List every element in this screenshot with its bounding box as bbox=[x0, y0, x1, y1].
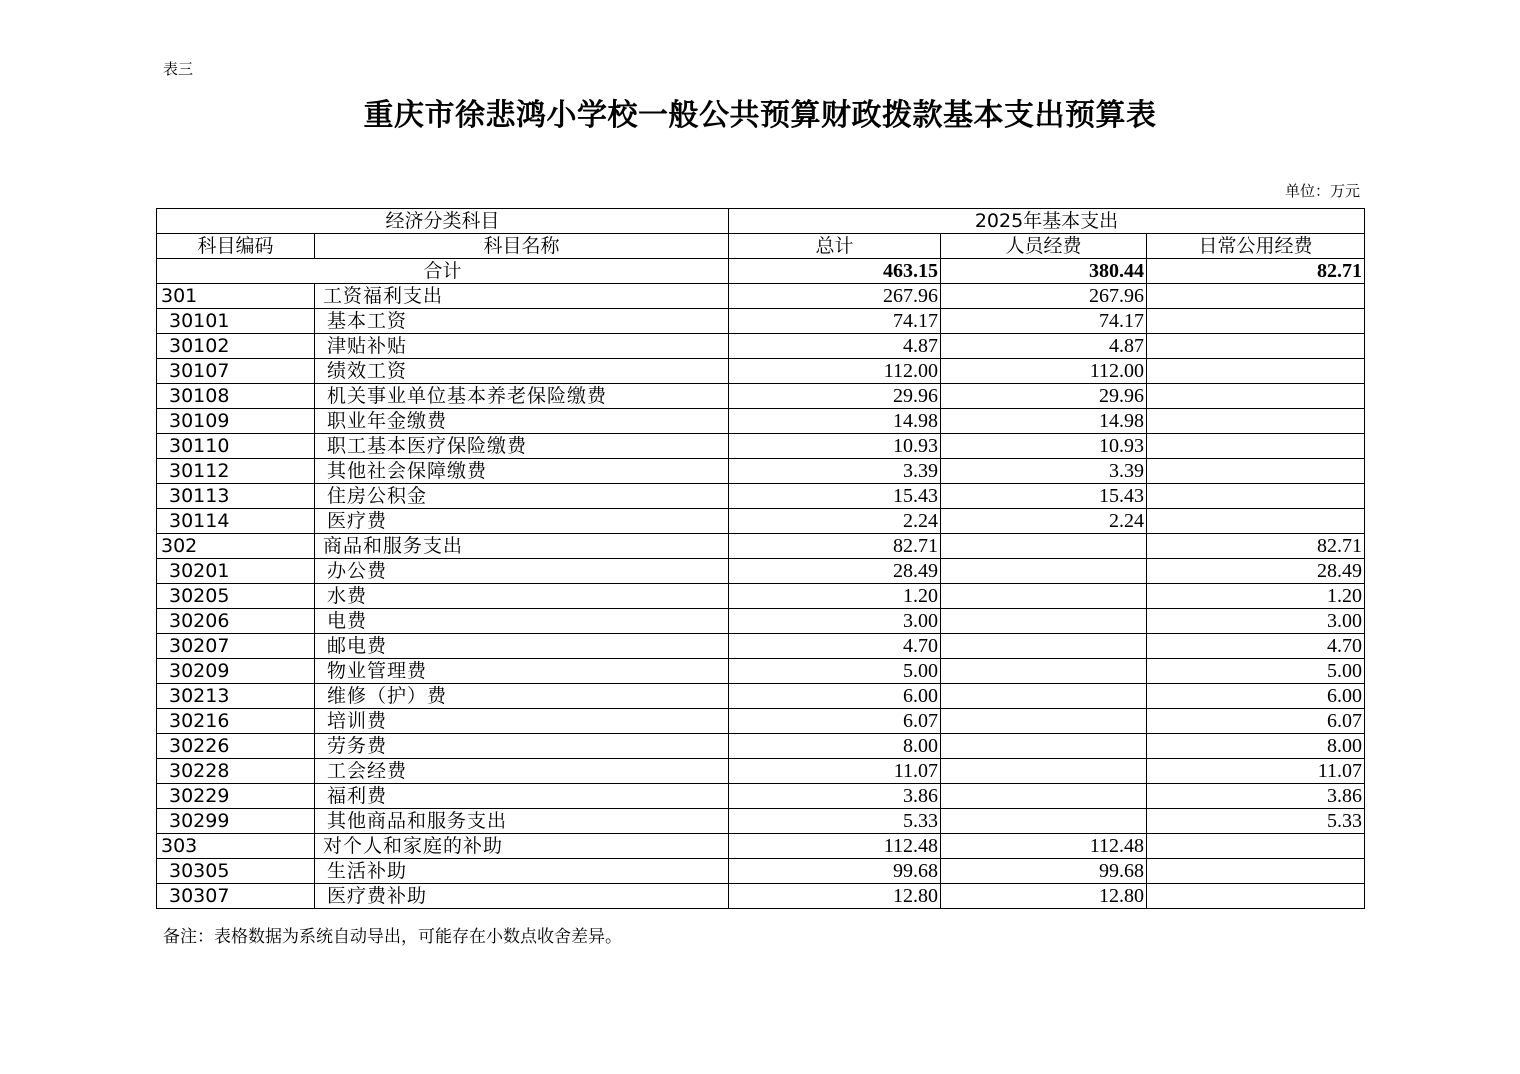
row-personnel: 15.43 bbox=[941, 484, 1147, 509]
table-row bbox=[157, 459, 1365, 484]
table-row bbox=[157, 284, 1365, 309]
row-name: 电费 bbox=[315, 609, 729, 634]
row-name: 商品和服务支出 bbox=[315, 534, 729, 559]
row-name: 工会经费 bbox=[315, 759, 729, 784]
table-row bbox=[157, 359, 1365, 384]
table-row bbox=[157, 434, 1365, 459]
row-public bbox=[1147, 459, 1365, 484]
row-name: 其他商品和服务支出 bbox=[315, 809, 729, 834]
row-name: 职业年金缴费 bbox=[315, 409, 729, 434]
row-public bbox=[1147, 409, 1365, 434]
row-code: 30229 bbox=[157, 784, 315, 809]
row-code: 30207 bbox=[157, 634, 315, 659]
row-code: 30114 bbox=[157, 509, 315, 534]
total-public: 82.71 bbox=[1147, 259, 1365, 284]
footnote: 备注：表格数据为系统自动导出，可能存在小数点收舍差异。 bbox=[163, 927, 622, 947]
row-total: 5.33 bbox=[729, 809, 941, 834]
row-personnel bbox=[941, 634, 1147, 659]
row-name: 其他社会保障缴费 bbox=[315, 459, 729, 484]
total-row bbox=[157, 259, 1365, 284]
header-total: 总计 bbox=[729, 234, 941, 259]
row-name: 机关事业单位基本养老保险缴费 bbox=[315, 384, 729, 409]
row-personnel: 29.96 bbox=[941, 384, 1147, 409]
row-public: 4.70 bbox=[1147, 634, 1365, 659]
row-total: 99.68 bbox=[729, 859, 941, 884]
table-row bbox=[157, 809, 1365, 834]
row-public bbox=[1147, 834, 1365, 859]
row-personnel: 3.39 bbox=[941, 459, 1147, 484]
row-name: 办公费 bbox=[315, 559, 729, 584]
row-personnel bbox=[941, 534, 1147, 559]
table-row bbox=[157, 859, 1365, 884]
row-code: 30101 bbox=[157, 309, 315, 334]
row-code: 30213 bbox=[157, 684, 315, 709]
row-code: 30209 bbox=[157, 659, 315, 684]
total-total: 463.15 bbox=[729, 259, 941, 284]
table-row bbox=[157, 834, 1365, 859]
row-code: 30226 bbox=[157, 734, 315, 759]
row-personnel bbox=[941, 684, 1147, 709]
row-code: 303 bbox=[157, 834, 315, 859]
row-total: 28.49 bbox=[729, 559, 941, 584]
table-row bbox=[157, 384, 1365, 409]
table-row bbox=[157, 534, 1365, 559]
row-public bbox=[1147, 284, 1365, 309]
table-row bbox=[157, 334, 1365, 359]
row-public: 82.71 bbox=[1147, 534, 1365, 559]
row-name: 基本工资 bbox=[315, 309, 729, 334]
row-total: 4.87 bbox=[729, 334, 941, 359]
row-code: 30307 bbox=[157, 884, 315, 909]
header-row-2 bbox=[157, 234, 1365, 259]
row-personnel: 99.68 bbox=[941, 859, 1147, 884]
budget-table bbox=[156, 208, 1365, 909]
row-code: 30113 bbox=[157, 484, 315, 509]
row-personnel: 12.80 bbox=[941, 884, 1147, 909]
row-total: 5.00 bbox=[729, 659, 941, 684]
table-row bbox=[157, 309, 1365, 334]
unit-label: 单位：万元 bbox=[1284, 182, 1360, 200]
row-code: 30109 bbox=[157, 409, 315, 434]
table-row bbox=[157, 634, 1365, 659]
row-public: 6.00 bbox=[1147, 684, 1365, 709]
row-name: 津贴补贴 bbox=[315, 334, 729, 359]
row-code: 30216 bbox=[157, 709, 315, 734]
row-public bbox=[1147, 334, 1365, 359]
row-total: 15.43 bbox=[729, 484, 941, 509]
row-name: 水费 bbox=[315, 584, 729, 609]
row-public bbox=[1147, 359, 1365, 384]
header-personnel: 人员经费 bbox=[941, 234, 1147, 259]
row-personnel bbox=[941, 784, 1147, 809]
table-label: 表三 bbox=[163, 60, 194, 78]
row-public: 8.00 bbox=[1147, 734, 1365, 759]
table-row bbox=[157, 734, 1365, 759]
table-row bbox=[157, 559, 1365, 584]
table-row bbox=[157, 484, 1365, 509]
row-name: 职工基本医疗保险缴费 bbox=[315, 434, 729, 459]
table-row bbox=[157, 659, 1365, 684]
row-name: 维修（护）费 bbox=[315, 684, 729, 709]
row-personnel bbox=[941, 584, 1147, 609]
row-name: 劳务费 bbox=[315, 734, 729, 759]
row-code: 30206 bbox=[157, 609, 315, 634]
row-name: 生活补助 bbox=[315, 859, 729, 884]
table-row bbox=[157, 409, 1365, 434]
row-total: 11.07 bbox=[729, 759, 941, 784]
row-public bbox=[1147, 484, 1365, 509]
row-total: 8.00 bbox=[729, 734, 941, 759]
row-personnel: 4.87 bbox=[941, 334, 1147, 359]
row-public: 6.07 bbox=[1147, 709, 1365, 734]
row-personnel: 14.98 bbox=[941, 409, 1147, 434]
table-row bbox=[157, 609, 1365, 634]
row-total: 3.00 bbox=[729, 609, 941, 634]
header-row-1 bbox=[157, 209, 1365, 234]
row-total: 1.20 bbox=[729, 584, 941, 609]
row-name: 绩效工资 bbox=[315, 359, 729, 384]
row-public: 28.49 bbox=[1147, 559, 1365, 584]
row-name: 工资福利支出 bbox=[315, 284, 729, 309]
row-public bbox=[1147, 309, 1365, 334]
row-code: 30102 bbox=[157, 334, 315, 359]
row-total: 112.48 bbox=[729, 834, 941, 859]
row-personnel: 10.93 bbox=[941, 434, 1147, 459]
total-label: 合计 bbox=[157, 259, 729, 284]
row-code: 30201 bbox=[157, 559, 315, 584]
row-total: 12.80 bbox=[729, 884, 941, 909]
row-code: 302 bbox=[157, 534, 315, 559]
row-name: 对个人和家庭的补助 bbox=[315, 834, 729, 859]
row-public bbox=[1147, 509, 1365, 534]
row-public: 11.07 bbox=[1147, 759, 1365, 784]
header-name: 科目名称 bbox=[315, 234, 729, 259]
row-public: 1.20 bbox=[1147, 584, 1365, 609]
row-public: 3.00 bbox=[1147, 609, 1365, 634]
row-personnel bbox=[941, 759, 1147, 784]
row-total: 3.39 bbox=[729, 459, 941, 484]
table-row bbox=[157, 709, 1365, 734]
row-total: 74.17 bbox=[729, 309, 941, 334]
row-personnel: 2.24 bbox=[941, 509, 1147, 534]
row-total: 14.98 bbox=[729, 409, 941, 434]
row-total: 6.07 bbox=[729, 709, 941, 734]
row-name: 住房公积金 bbox=[315, 484, 729, 509]
row-personnel bbox=[941, 709, 1147, 734]
row-public bbox=[1147, 384, 1365, 409]
row-code: 30108 bbox=[157, 384, 315, 409]
row-total: 10.93 bbox=[729, 434, 941, 459]
row-total: 6.00 bbox=[729, 684, 941, 709]
row-name: 培训费 bbox=[315, 709, 729, 734]
row-code: 30107 bbox=[157, 359, 315, 384]
row-public bbox=[1147, 859, 1365, 884]
row-code: 30305 bbox=[157, 859, 315, 884]
row-total: 4.70 bbox=[729, 634, 941, 659]
row-personnel: 112.00 bbox=[941, 359, 1147, 384]
row-total: 3.86 bbox=[729, 784, 941, 809]
table-row bbox=[157, 759, 1365, 784]
row-public: 5.00 bbox=[1147, 659, 1365, 684]
table-row bbox=[157, 784, 1365, 809]
row-personnel bbox=[941, 609, 1147, 634]
row-public bbox=[1147, 884, 1365, 909]
table-row bbox=[157, 509, 1365, 534]
table-row bbox=[157, 884, 1365, 909]
row-personnel bbox=[941, 659, 1147, 684]
table-row bbox=[157, 584, 1365, 609]
row-total: 82.71 bbox=[729, 534, 941, 559]
row-name: 邮电费 bbox=[315, 634, 729, 659]
row-code: 30299 bbox=[157, 809, 315, 834]
row-total: 267.96 bbox=[729, 284, 941, 309]
header-category: 经济分类科目 bbox=[157, 209, 729, 234]
row-name: 医疗费补助 bbox=[315, 884, 729, 909]
row-personnel bbox=[941, 809, 1147, 834]
row-public: 3.86 bbox=[1147, 784, 1365, 809]
row-name: 物业管理费 bbox=[315, 659, 729, 684]
row-public: 5.33 bbox=[1147, 809, 1365, 834]
header-code: 科目编码 bbox=[157, 234, 315, 259]
row-personnel bbox=[941, 559, 1147, 584]
total-personnel: 380.44 bbox=[941, 259, 1147, 284]
header-public: 日常公用经费 bbox=[1147, 234, 1365, 259]
row-total: 29.96 bbox=[729, 384, 941, 409]
row-public bbox=[1147, 434, 1365, 459]
row-name: 医疗费 bbox=[315, 509, 729, 534]
row-code: 30112 bbox=[157, 459, 315, 484]
row-code: 30228 bbox=[157, 759, 315, 784]
row-total: 112.00 bbox=[729, 359, 941, 384]
row-code: 30205 bbox=[157, 584, 315, 609]
row-personnel: 267.96 bbox=[941, 284, 1147, 309]
page-title: 重庆市徐悲鸿小学校一般公共预算财政拨款基本支出预算表 bbox=[363, 98, 1157, 133]
row-personnel: 112.48 bbox=[941, 834, 1147, 859]
row-total: 2.24 bbox=[729, 509, 941, 534]
row-name: 福利费 bbox=[315, 784, 729, 809]
row-personnel: 74.17 bbox=[941, 309, 1147, 334]
row-code: 301 bbox=[157, 284, 315, 309]
row-code: 30110 bbox=[157, 434, 315, 459]
row-personnel bbox=[941, 734, 1147, 759]
table-row bbox=[157, 684, 1365, 709]
header-budget: 2025年基本支出 bbox=[729, 209, 1365, 234]
